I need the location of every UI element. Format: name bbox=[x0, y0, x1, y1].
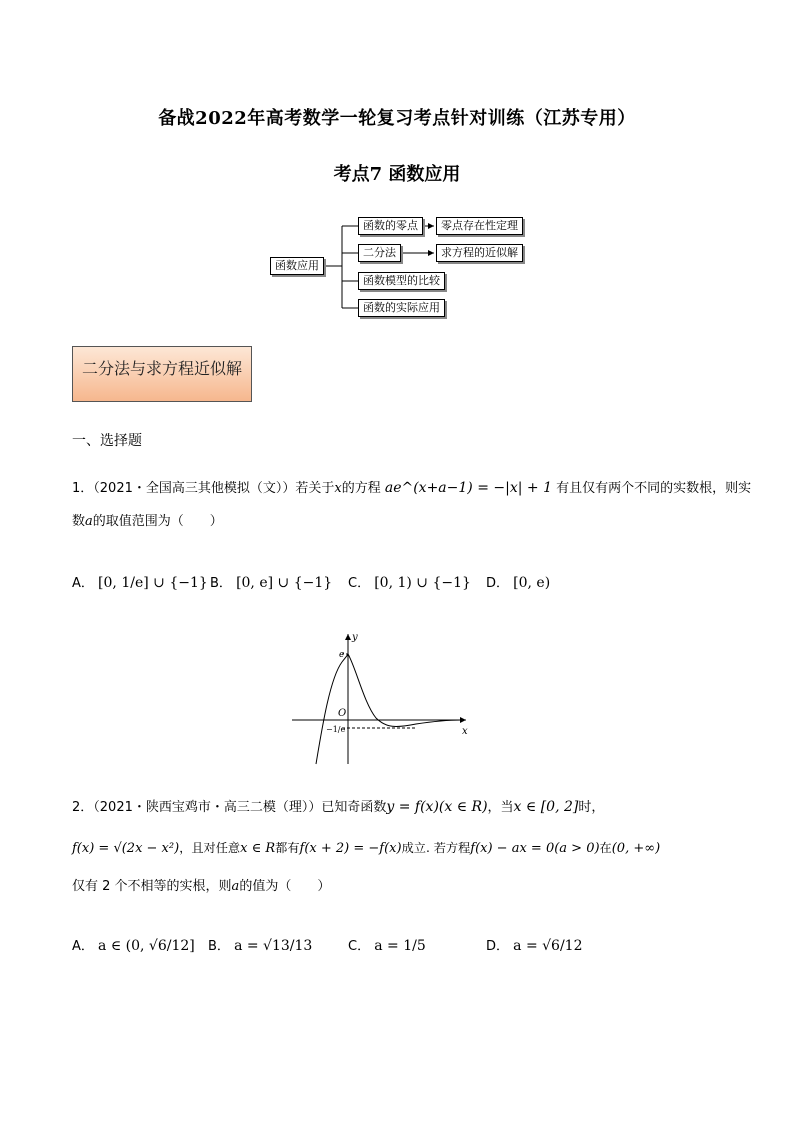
mindmap-leaf-approx: 求方程的近似解 bbox=[436, 244, 523, 262]
graph-y-label: y bbox=[352, 632, 358, 643]
q1-option-c: C． [0, 1) ∪ {−1} bbox=[348, 575, 471, 591]
mindmap-branch-bisection: 二分法 bbox=[358, 244, 401, 262]
q1-line1: 1．（2021・全国高三其他模拟（文））若关于x的方程 ae^(x+a−1) = −|x| + 1 有且仅有两个不同的实数根，则实 bbox=[72, 480, 752, 496]
part-heading: 一、选择题 bbox=[72, 433, 142, 449]
q1-option-d: D． [0, e) bbox=[486, 575, 551, 591]
mindmap-branch-applications: 函数的实际应用 bbox=[358, 299, 445, 317]
mindmap-root: 函数应用 bbox=[270, 257, 324, 275]
q1-graph bbox=[286, 628, 476, 768]
q1-option-a: A． [0, 1/e] ∪ {−1} bbox=[72, 575, 208, 591]
q1-line2: 数a的取值范围为（ ） bbox=[72, 514, 223, 529]
graph-x-label: x bbox=[462, 726, 468, 737]
q2-option-a: A． a ∈ (0, √6/12] bbox=[72, 938, 195, 954]
q1-var-x: x bbox=[334, 481, 342, 496]
q2-line3: 仅有 2 个不相等的实根，则a的值为（ ） bbox=[72, 879, 331, 894]
q2-line1: 2．（2021・陕西宝鸡市・高三二模（理））已知奇函数y = f(x)(x ∈ R)，当x ∈ [0, 2]时， bbox=[72, 799, 605, 815]
section-title-box: 二分法与求方程近似解 bbox=[72, 346, 252, 402]
mindmap-branch-zeros: 函数的零点 bbox=[358, 217, 423, 235]
q2-option-c: C． a = 1/5 bbox=[348, 938, 426, 954]
page-subtitle: 考点7 函数应用 bbox=[333, 164, 461, 185]
q2-line2: f(x) = √(2x − x²)，且对任意x ∈ R都有f(x + 2) = −f(x)成立. 若方程f(x) − ax = 0(a > 0)在(0, +∞) bbox=[72, 841, 661, 856]
q2-option-b: B． a = √13/13 bbox=[208, 938, 313, 954]
mindmap-branch-models: 函数模型的比较 bbox=[358, 272, 445, 290]
q2-option-d: D． a = √6/12 bbox=[486, 938, 583, 954]
page-title: 备战2022年高考数学一轮复习考点针对训练（江苏专用） bbox=[158, 108, 636, 129]
q1-option-b: B． [0, e] ∪ {−1} bbox=[210, 575, 333, 591]
mindmap-leaf-theorem: 零点存在性定理 bbox=[436, 217, 523, 235]
graph-peak-label: e bbox=[339, 650, 345, 660]
q1-equation: ae^(x+a−1) = −|x| + 1 bbox=[384, 480, 552, 496]
graph-min-label: −1/e bbox=[326, 725, 346, 734]
graph-origin-label: O bbox=[338, 708, 347, 719]
